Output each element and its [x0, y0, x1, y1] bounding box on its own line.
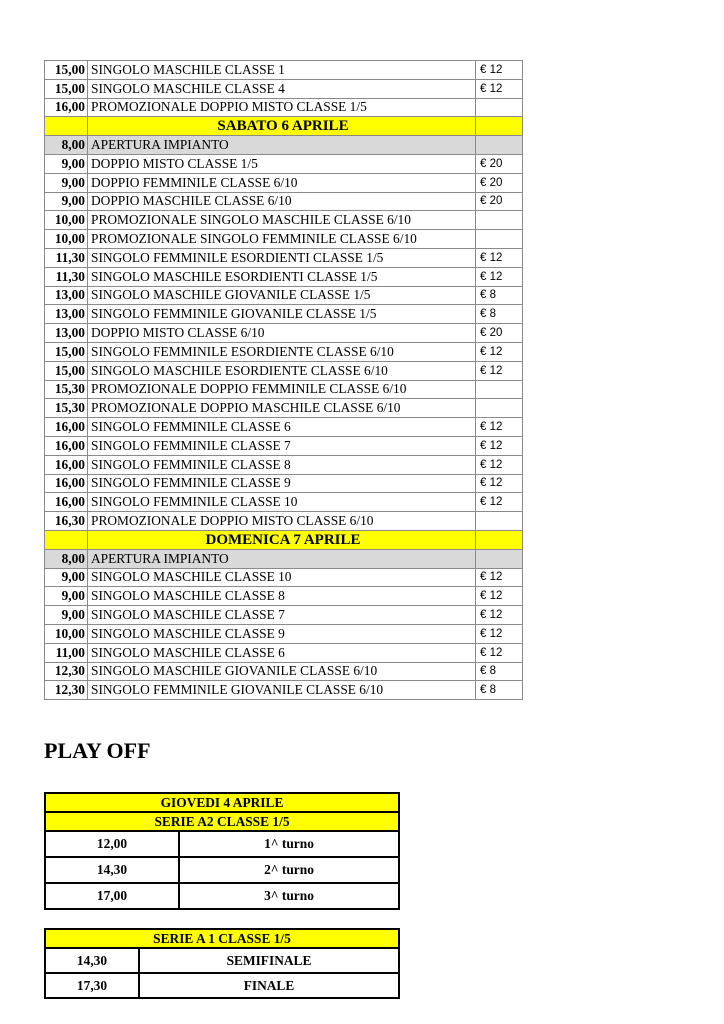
event-price [476, 211, 523, 230]
playoff-time: 12,00 [45, 831, 179, 857]
event-price: € 12 [476, 248, 523, 267]
schedule-row [45, 399, 523, 418]
day-header-row [45, 117, 523, 136]
playoff-a2-day-row [45, 793, 399, 812]
playoff-time: 17,30 [45, 973, 139, 998]
event-description: PROMOZIONALE DOPPIO MISTO CLASSE 6/10 [88, 512, 476, 531]
schedule-row [45, 79, 523, 98]
day-header-row [45, 530, 523, 549]
event-time: 11,30 [45, 267, 88, 286]
schedule-row [45, 380, 523, 399]
event-price: € 20 [476, 192, 523, 211]
event-description: SINGOLO FEMMINILE GIOVANILE CLASSE 6/10 [88, 681, 476, 700]
schedule-row [45, 192, 523, 211]
opening-row [45, 136, 523, 155]
day-header: DOMENICA 7 APRILE [88, 530, 476, 549]
schedule-row [45, 512, 523, 531]
playoff-a1-table [44, 928, 400, 999]
event-description: SINGOLO MASCHILE CLASSE 4 [88, 79, 476, 98]
event-price: € 8 [476, 662, 523, 681]
event-price: € 12 [476, 587, 523, 606]
event-time: 12,30 [45, 681, 88, 700]
event-price: € 12 [476, 568, 523, 587]
playoff-round: SEMIFINALE [139, 948, 399, 973]
playoff-time: 14,30 [45, 948, 139, 973]
schedule-row [45, 455, 523, 474]
event-description: PROMOZIONALE DOPPIO MASCHILE CLASSE 6/10 [88, 399, 476, 418]
schedule-row [45, 361, 523, 380]
event-description: SINGOLO MASCHILE CLASSE 10 [88, 568, 476, 587]
event-description: SINGOLO MASCHILE CLASSE 6 [88, 643, 476, 662]
event-time: 9,00 [45, 154, 88, 173]
event-description: SINGOLO FEMMINILE CLASSE 10 [88, 493, 476, 512]
event-price: € 12 [476, 418, 523, 437]
event-time: 9,00 [45, 606, 88, 625]
event-time: 9,00 [45, 173, 88, 192]
day-header: SABATO 6 APRILE [88, 117, 476, 136]
event-price: € 12 [476, 493, 523, 512]
playoff-a2-row [45, 831, 399, 857]
event-price: € 12 [476, 79, 523, 98]
event-time: 16,30 [45, 512, 88, 531]
playoff-a2-row [45, 857, 399, 883]
event-description: SINGOLO MASCHILE CLASSE 7 [88, 606, 476, 625]
event-description: SINGOLO MASCHILE CLASSE 9 [88, 624, 476, 643]
event-price [476, 512, 523, 531]
event-description: SINGOLO MASCHILE CLASSE 1 [88, 61, 476, 80]
event-description: SINGOLO MASCHILE GIOVANILE CLASSE 1/5 [88, 286, 476, 305]
schedule-row [45, 662, 523, 681]
playoff-a1-series-row [45, 929, 399, 948]
event-time: 11,00 [45, 643, 88, 662]
playoff-round: FINALE [139, 973, 399, 998]
event-price: € 20 [476, 154, 523, 173]
event-description: DOPPIO MASCHILE CLASSE 6/10 [88, 192, 476, 211]
event-price: € 12 [476, 342, 523, 361]
schedule-table [44, 60, 523, 700]
event-time: 16,00 [45, 474, 88, 493]
playoff-a1-row [45, 948, 399, 973]
event-time: 8,00 [45, 136, 88, 155]
event-price: € 8 [476, 681, 523, 700]
event-time: 15,00 [45, 79, 88, 98]
event-time: 10,00 [45, 624, 88, 643]
schedule-row [45, 493, 523, 512]
schedule-row [45, 173, 523, 192]
schedule-row [45, 305, 523, 324]
event-time: 15,00 [45, 61, 88, 80]
event-description: SINGOLO MASCHILE GIOVANILE CLASSE 6/10 [88, 662, 476, 681]
event-time: 8,00 [45, 549, 88, 568]
event-description: APERTURA IMPIANTO [88, 549, 476, 568]
event-description: SINGOLO FEMMINILE GIOVANILE CLASSE 1/5 [88, 305, 476, 324]
event-price: € 20 [476, 324, 523, 343]
schedule-row [45, 643, 523, 662]
event-time: 13,00 [45, 305, 88, 324]
schedule-row [45, 587, 523, 606]
event-price [476, 230, 523, 249]
schedule-row [45, 267, 523, 286]
playoff-round: 2^ turno [179, 857, 399, 883]
day-header-spacer [476, 530, 523, 549]
event-description: SINGOLO FEMMINILE CLASSE 8 [88, 455, 476, 474]
opening-row [45, 549, 523, 568]
event-description: PROMOZIONALE DOPPIO MISTO CLASSE 1/5 [88, 98, 476, 117]
event-price [476, 136, 523, 155]
event-price: € 12 [476, 455, 523, 474]
event-price: € 20 [476, 173, 523, 192]
day-header-spacer [476, 117, 523, 136]
event-time: 12,30 [45, 662, 88, 681]
event-description: PROMOZIONALE SINGOLO MASCHILE CLASSE 6/10 [88, 211, 476, 230]
playoff-a1-row [45, 973, 399, 998]
event-price [476, 380, 523, 399]
event-price: € 12 [476, 61, 523, 80]
schedule-row [45, 230, 523, 249]
playoff-a1-series: SERIE A 1 CLASSE 1/5 [45, 929, 399, 948]
playoff-a2-day: GIOVEDI 4 APRILE [45, 793, 399, 812]
event-time: 9,00 [45, 587, 88, 606]
playoff-a2-series-row [45, 812, 399, 831]
event-description: DOPPIO MISTO CLASSE 1/5 [88, 154, 476, 173]
schedule-row [45, 324, 523, 343]
event-price: € 12 [476, 474, 523, 493]
event-description: PROMOZIONALE DOPPIO FEMMINILE CLASSE 6/10 [88, 380, 476, 399]
schedule-row [45, 681, 523, 700]
event-price: € 8 [476, 286, 523, 305]
playoff-time: 17,00 [45, 883, 179, 909]
event-time: 9,00 [45, 568, 88, 587]
playoff-round: 3^ turno [179, 883, 399, 909]
event-description: SINGOLO MASCHILE ESORDIENTI CLASSE 1/5 [88, 267, 476, 286]
schedule-row [45, 474, 523, 493]
event-time: 10,00 [45, 230, 88, 249]
event-price [476, 549, 523, 568]
event-price: € 12 [476, 624, 523, 643]
event-time: 15,30 [45, 380, 88, 399]
event-time: 10,00 [45, 211, 88, 230]
event-description: SINGOLO FEMMINILE ESORDIENTE CLASSE 6/10 [88, 342, 476, 361]
event-time: 16,00 [45, 455, 88, 474]
playoff-title: PLAY OFF [44, 738, 151, 763]
event-price [476, 98, 523, 117]
schedule-row [45, 286, 523, 305]
event-price: € 12 [476, 643, 523, 662]
schedule-row [45, 418, 523, 437]
playoff-time: 14,30 [45, 857, 179, 883]
schedule-row [45, 211, 523, 230]
day-header-spacer [45, 117, 88, 136]
event-price [476, 399, 523, 418]
event-description: SINGOLO FEMMINILE ESORDIENTI CLASSE 1/5 [88, 248, 476, 267]
schedule-row [45, 342, 523, 361]
playoff-a2-row [45, 883, 399, 909]
playoff-a2-table [44, 792, 400, 910]
playoff-a2-series: SERIE A2 CLASSE 1/5 [45, 812, 399, 831]
event-description: SINGOLO FEMMINILE CLASSE 7 [88, 436, 476, 455]
event-time: 16,00 [45, 418, 88, 437]
event-time: 16,00 [45, 493, 88, 512]
event-description: SINGOLO MASCHILE CLASSE 8 [88, 587, 476, 606]
event-price: € 12 [476, 361, 523, 380]
event-description: APERTURA IMPIANTO [88, 136, 476, 155]
schedule-row [45, 154, 523, 173]
event-description: PROMOZIONALE SINGOLO FEMMINILE CLASSE 6/10 [88, 230, 476, 249]
event-time: 15,00 [45, 342, 88, 361]
event-time: 16,00 [45, 436, 88, 455]
event-price: € 12 [476, 267, 523, 286]
day-header-spacer [45, 530, 88, 549]
event-description: SINGOLO MASCHILE ESORDIENTE CLASSE 6/10 [88, 361, 476, 380]
event-description: DOPPIO MISTO CLASSE 6/10 [88, 324, 476, 343]
schedule-row [45, 248, 523, 267]
event-time: 13,00 [45, 286, 88, 305]
schedule-row [45, 436, 523, 455]
schedule-row [45, 568, 523, 587]
schedule-body [45, 61, 523, 700]
schedule-row [45, 98, 523, 117]
event-time: 15,30 [45, 399, 88, 418]
event-time: 16,00 [45, 98, 88, 117]
event-time: 13,00 [45, 324, 88, 343]
schedule-row [45, 624, 523, 643]
schedule-row [45, 61, 523, 80]
event-price: € 8 [476, 305, 523, 324]
event-price: € 12 [476, 436, 523, 455]
event-description: SINGOLO FEMMINILE CLASSE 9 [88, 474, 476, 493]
schedule-row [45, 606, 523, 625]
event-time: 9,00 [45, 192, 88, 211]
playoff-round: 1^ turno [179, 831, 399, 857]
event-time: 15,00 [45, 361, 88, 380]
event-time: 11,30 [45, 248, 88, 267]
event-description: DOPPIO FEMMINILE CLASSE 6/10 [88, 173, 476, 192]
event-price: € 12 [476, 606, 523, 625]
event-description: SINGOLO FEMMINILE CLASSE 6 [88, 418, 476, 437]
